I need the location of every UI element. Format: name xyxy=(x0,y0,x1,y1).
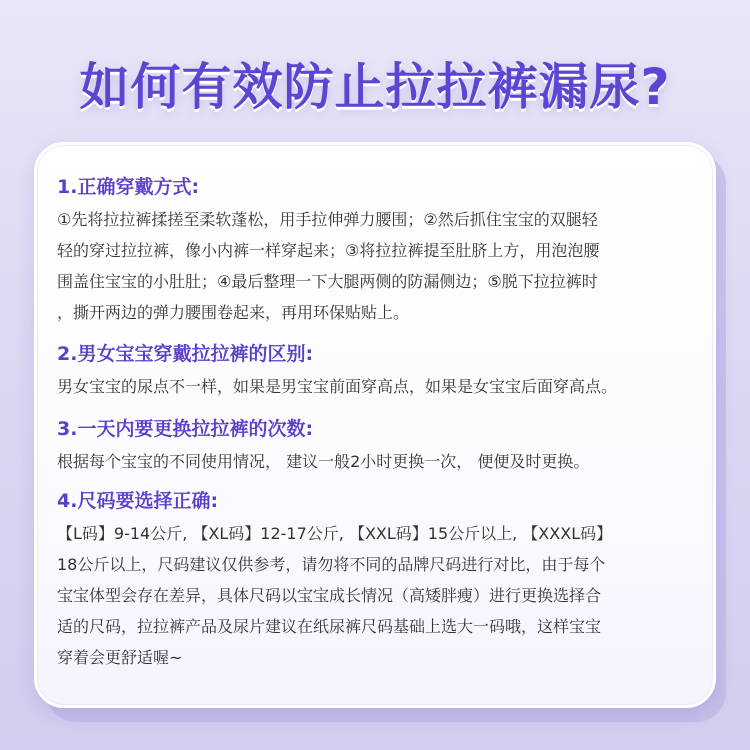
page-title: 如何有效防止拉拉裤漏尿? xyxy=(79,58,671,116)
section-body xyxy=(57,446,707,477)
section-body xyxy=(57,204,707,328)
section-heading: 1.正确穿戴方式: xyxy=(57,176,200,198)
body-line: 根据每个宝宝的不同使用情况， 建议一般2小时更换一次， 便便及时更换。 xyxy=(57,452,590,471)
body-line: 宝宝体型会存在差异，具体尺码以宝宝成长情况（高矮胖瘦）进行更换选择合 xyxy=(57,586,602,605)
body-line: 18公斤以上，尺码建议仅供参考，请勿将不同的品牌尺码进行对比，由于每个 xyxy=(57,555,606,574)
section-gender-difference xyxy=(57,341,707,402)
body-line: 轻的穿过拉拉裤，像小内裤一样穿起来；③将拉拉裤提至肚脐上方，用泡泡腰 xyxy=(57,241,600,260)
section-body xyxy=(57,518,707,673)
section-heading: 3.一天内要更换拉拉裤的次数: xyxy=(57,418,314,440)
section-change-frequency xyxy=(57,416,707,477)
section-heading: 2.男女宝宝穿戴拉拉裤的区别: xyxy=(57,343,314,365)
body-line: 围盖住宝宝的小肚肚；④最后整理一下大腿两侧的防漏侧边；⑤脱下拉拉裤时 xyxy=(57,272,598,291)
body-line: ①先将拉拉裤揉搓至柔软蓬松，用手拉伸弹力腰围；②然后抓住宝宝的双腿轻 xyxy=(57,210,598,229)
body-line: 适的尺码，拉拉裤产品及尿片建议在纸尿裤尺码基础上选大一码哦，这样宝宝 xyxy=(57,617,602,636)
body-line: 【L码】9-14公斤, 【XL码】12-17公斤, 【XXL码】15公斤以上, 【XXXL码】 xyxy=(57,524,613,543)
body-line: 穿着会更舒适喔~ xyxy=(57,648,183,667)
body-line: 男女宝宝的尿点不一样，如果是男宝宝前面穿高点，如果是女宝宝后面穿高点。 xyxy=(57,377,618,396)
section-wearing-method xyxy=(57,174,707,328)
section-heading: 4.尺码要选择正确: xyxy=(57,490,219,512)
section-body xyxy=(57,371,707,402)
section-size-selection xyxy=(57,488,707,673)
body-line: ，撕开两边的弹力腰围卷起来，再用环保贴贴上。 xyxy=(57,303,410,322)
